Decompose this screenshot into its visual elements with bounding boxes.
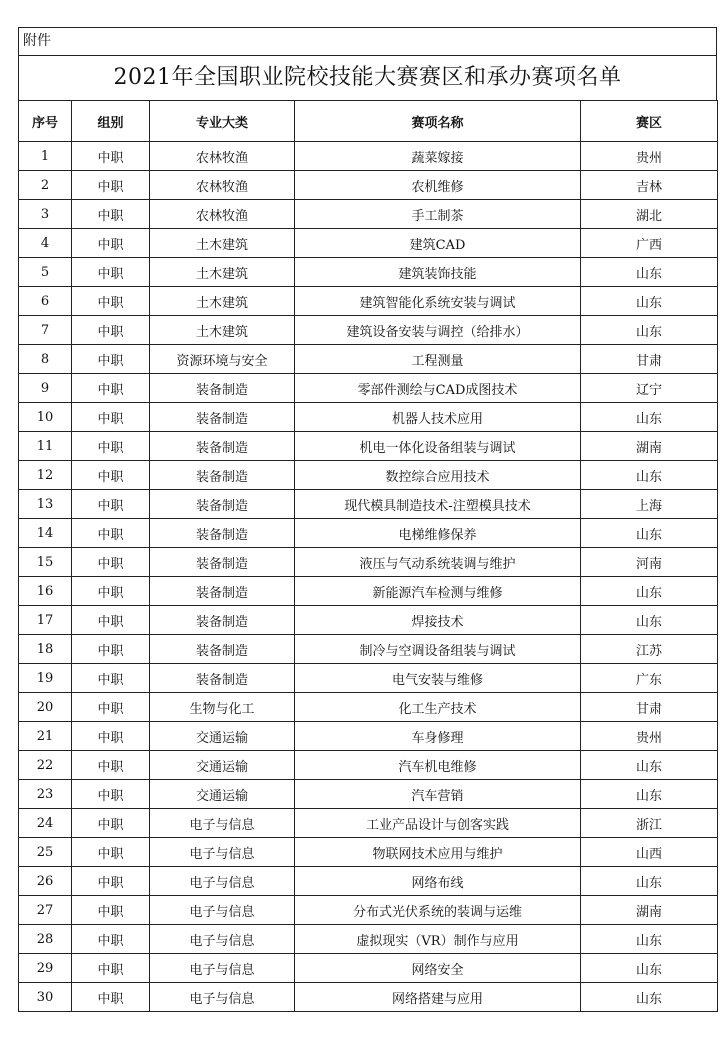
cell-group: 中职: [72, 635, 150, 664]
cell-group: 中职: [72, 925, 150, 954]
cell-category: 电子与信息: [150, 983, 295, 1012]
cell-event-name: 网络安全: [295, 954, 581, 983]
cell-index: 27: [19, 896, 72, 925]
cell-category: 装备制造: [150, 432, 295, 461]
cell-event-name: 建筑装饰技能: [295, 258, 581, 287]
cell-event-name: 汽车营销: [295, 780, 581, 809]
table-row: [19, 519, 718, 548]
cell-group: 中职: [72, 490, 150, 519]
cell-category: 农林牧渔: [150, 200, 295, 229]
table-row: [19, 316, 718, 345]
cell-event-name: 焊接技术: [295, 606, 581, 635]
cell-group: 中职: [72, 722, 150, 751]
document-sheet: [18, 27, 717, 1012]
cell-region: 山东: [581, 751, 718, 780]
cell-index: 6: [19, 287, 72, 316]
cell-event-name: 新能源汽车检测与维修: [295, 577, 581, 606]
cell-region: 江苏: [581, 635, 718, 664]
cell-region: 广西: [581, 229, 718, 258]
cell-event-name: 工业产品设计与创客实践: [295, 809, 581, 838]
cell-region: 山东: [581, 867, 718, 896]
cell-group: 中职: [72, 693, 150, 722]
cell-region: 甘肃: [581, 693, 718, 722]
table-row: [19, 751, 718, 780]
cell-group: 中职: [72, 838, 150, 867]
cell-event-name: 建筑设备安装与调控（给排水）: [295, 316, 581, 345]
cell-index: 26: [19, 867, 72, 896]
header-group: 组别: [72, 101, 150, 142]
table-row: [19, 461, 718, 490]
cell-event-name: 电梯维修保养: [295, 519, 581, 548]
table-row: [19, 896, 718, 925]
cell-event-name: 数控综合应用技术: [295, 461, 581, 490]
cell-group: 中职: [72, 519, 150, 548]
table-row: [19, 954, 718, 983]
table-row: [19, 983, 718, 1012]
cell-category: 电子与信息: [150, 809, 295, 838]
table-row: [19, 606, 718, 635]
cell-region: 广东: [581, 664, 718, 693]
table-body: [19, 142, 718, 1012]
cell-region: 山东: [581, 461, 718, 490]
cell-region: 湖南: [581, 896, 718, 925]
table-row: [19, 229, 718, 258]
cell-group: 中职: [72, 577, 150, 606]
cell-category: 装备制造: [150, 490, 295, 519]
cell-group: 中职: [72, 200, 150, 229]
cell-group: 中职: [72, 954, 150, 983]
cell-category: 装备制造: [150, 577, 295, 606]
cell-group: 中职: [72, 548, 150, 577]
cell-event-name: 零部件测绘与CAD成图技术: [295, 374, 581, 403]
cell-index: 7: [19, 316, 72, 345]
cell-index: 30: [19, 983, 72, 1012]
cell-category: 电子与信息: [150, 838, 295, 867]
cell-region: 山东: [581, 954, 718, 983]
cell-index: 11: [19, 432, 72, 461]
table-row: [19, 780, 718, 809]
cell-region: 甘肃: [581, 345, 718, 374]
cell-region: 山东: [581, 519, 718, 548]
cell-category: 生物与化工: [150, 693, 295, 722]
cell-category: 农林牧渔: [150, 171, 295, 200]
cell-region: 山东: [581, 925, 718, 954]
cell-index: 12: [19, 461, 72, 490]
table-row: [19, 432, 718, 461]
cell-event-name: 汽车机电维修: [295, 751, 581, 780]
cell-index: 16: [19, 577, 72, 606]
table-row: [19, 345, 718, 374]
table-row: [19, 403, 718, 432]
cell-category: 土木建筑: [150, 229, 295, 258]
cell-index: 29: [19, 954, 72, 983]
cell-category: 农林牧渔: [150, 142, 295, 171]
cell-index: 22: [19, 751, 72, 780]
attachment-label: 附件: [18, 27, 717, 55]
cell-group: 中职: [72, 809, 150, 838]
cell-region: 山东: [581, 577, 718, 606]
cell-event-name: 机器人技术应用: [295, 403, 581, 432]
header-category: 专业大类: [150, 101, 295, 142]
cell-index: 21: [19, 722, 72, 751]
table-header-row: [19, 101, 718, 142]
cell-group: 中职: [72, 142, 150, 171]
cell-group: 中职: [72, 664, 150, 693]
cell-category: 电子与信息: [150, 925, 295, 954]
cell-event-name: 化工生产技术: [295, 693, 581, 722]
cell-region: 山东: [581, 403, 718, 432]
cell-event-name: 虚拟现实（VR）制作与应用: [295, 925, 581, 954]
cell-event-name: 液压与气动系统装调与维护: [295, 548, 581, 577]
cell-region: 上海: [581, 490, 718, 519]
cell-category: 电子与信息: [150, 867, 295, 896]
cell-event-name: 网络搭建与应用: [295, 983, 581, 1012]
cell-category: 装备制造: [150, 519, 295, 548]
cell-category: 土木建筑: [150, 287, 295, 316]
table-row: [19, 490, 718, 519]
header-region: 赛区: [581, 101, 718, 142]
cell-region: 山东: [581, 606, 718, 635]
cell-group: 中职: [72, 461, 150, 490]
cell-index: 25: [19, 838, 72, 867]
table-row: [19, 722, 718, 751]
cell-category: 电子与信息: [150, 896, 295, 925]
cell-event-name: 机电一体化设备组装与调试: [295, 432, 581, 461]
cell-event-name: 现代模具制造技术-注塑模具技术: [295, 490, 581, 519]
cell-category: 交通运输: [150, 780, 295, 809]
cell-event-name: 手工制茶: [295, 200, 581, 229]
cell-group: 中职: [72, 780, 150, 809]
cell-region: 山东: [581, 287, 718, 316]
table-row: [19, 258, 718, 287]
table-row: [19, 200, 718, 229]
cell-region: 山西: [581, 838, 718, 867]
cell-category: 交通运输: [150, 751, 295, 780]
cell-group: 中职: [72, 171, 150, 200]
cell-index: 24: [19, 809, 72, 838]
cell-index: 15: [19, 548, 72, 577]
header-index: 序号: [19, 101, 72, 142]
cell-group: 中职: [72, 896, 150, 925]
cell-index: 4: [19, 229, 72, 258]
document-title: 2021年全国职业院校技能大赛赛区和承办赛项名单: [18, 55, 717, 100]
cell-group: 中职: [72, 316, 150, 345]
cell-category: 装备制造: [150, 664, 295, 693]
cell-index: 5: [19, 258, 72, 287]
cell-region: 贵州: [581, 722, 718, 751]
cell-index: 2: [19, 171, 72, 200]
table-row: [19, 287, 718, 316]
cell-index: 19: [19, 664, 72, 693]
cell-event-name: 农机维修: [295, 171, 581, 200]
cell-group: 中职: [72, 258, 150, 287]
cell-event-name: 制冷与空调设备组装与调试: [295, 635, 581, 664]
cell-event-name: 建筑智能化系统安装与调试: [295, 287, 581, 316]
cell-group: 中职: [72, 345, 150, 374]
cell-category: 装备制造: [150, 635, 295, 664]
cell-index: 1: [19, 142, 72, 171]
cell-index: 3: [19, 200, 72, 229]
cell-group: 中职: [72, 229, 150, 258]
table-row: [19, 693, 718, 722]
cell-event-name: 建筑CAD: [295, 229, 581, 258]
cell-index: 8: [19, 345, 72, 374]
cell-group: 中职: [72, 403, 150, 432]
cell-index: 20: [19, 693, 72, 722]
table-row: [19, 664, 718, 693]
cell-index: 13: [19, 490, 72, 519]
cell-category: 交通运输: [150, 722, 295, 751]
cell-group: 中职: [72, 751, 150, 780]
cell-group: 中职: [72, 867, 150, 896]
cell-region: 吉林: [581, 171, 718, 200]
cell-group: 中职: [72, 287, 150, 316]
cell-region: 浙江: [581, 809, 718, 838]
table-row: [19, 548, 718, 577]
cell-event-name: 工程测量: [295, 345, 581, 374]
cell-region: 贵州: [581, 142, 718, 171]
cell-region: 辽宁: [581, 374, 718, 403]
cell-index: 9: [19, 374, 72, 403]
cell-category: 土木建筑: [150, 316, 295, 345]
table-row: [19, 577, 718, 606]
cell-category: 土木建筑: [150, 258, 295, 287]
cell-category: 电子与信息: [150, 954, 295, 983]
cell-region: 山东: [581, 258, 718, 287]
cell-region: 山东: [581, 983, 718, 1012]
table-row: [19, 171, 718, 200]
cell-event-name: 分布式光伏系统的装调与运维: [295, 896, 581, 925]
cell-event-name: 物联网技术应用与维护: [295, 838, 581, 867]
cell-category: 装备制造: [150, 548, 295, 577]
cell-category: 装备制造: [150, 606, 295, 635]
cell-event-name: 电气安装与维修: [295, 664, 581, 693]
cell-group: 中职: [72, 983, 150, 1012]
cell-category: 资源环境与安全: [150, 345, 295, 374]
cell-index: 23: [19, 780, 72, 809]
table-row: [19, 809, 718, 838]
table-row: [19, 838, 718, 867]
cell-region: 湖南: [581, 432, 718, 461]
table-row: [19, 142, 718, 171]
cell-region: 山东: [581, 780, 718, 809]
cell-index: 28: [19, 925, 72, 954]
cell-category: 装备制造: [150, 374, 295, 403]
cell-index: 17: [19, 606, 72, 635]
cell-group: 中职: [72, 374, 150, 403]
cell-event-name: 蔬菜嫁接: [295, 142, 581, 171]
competition-table: [18, 100, 718, 1012]
table-row: [19, 635, 718, 664]
cell-region: 湖北: [581, 200, 718, 229]
cell-index: 10: [19, 403, 72, 432]
cell-group: 中职: [72, 606, 150, 635]
table-row: [19, 374, 718, 403]
cell-index: 14: [19, 519, 72, 548]
cell-event-name: 车身修理: [295, 722, 581, 751]
cell-category: 装备制造: [150, 403, 295, 432]
cell-event-name: 网络布线: [295, 867, 581, 896]
table-row: [19, 925, 718, 954]
cell-region: 河南: [581, 548, 718, 577]
header-event-name: 赛项名称: [295, 101, 581, 142]
cell-group: 中职: [72, 432, 150, 461]
cell-region: 山东: [581, 316, 718, 345]
table-row: [19, 867, 718, 896]
cell-category: 装备制造: [150, 461, 295, 490]
cell-index: 18: [19, 635, 72, 664]
